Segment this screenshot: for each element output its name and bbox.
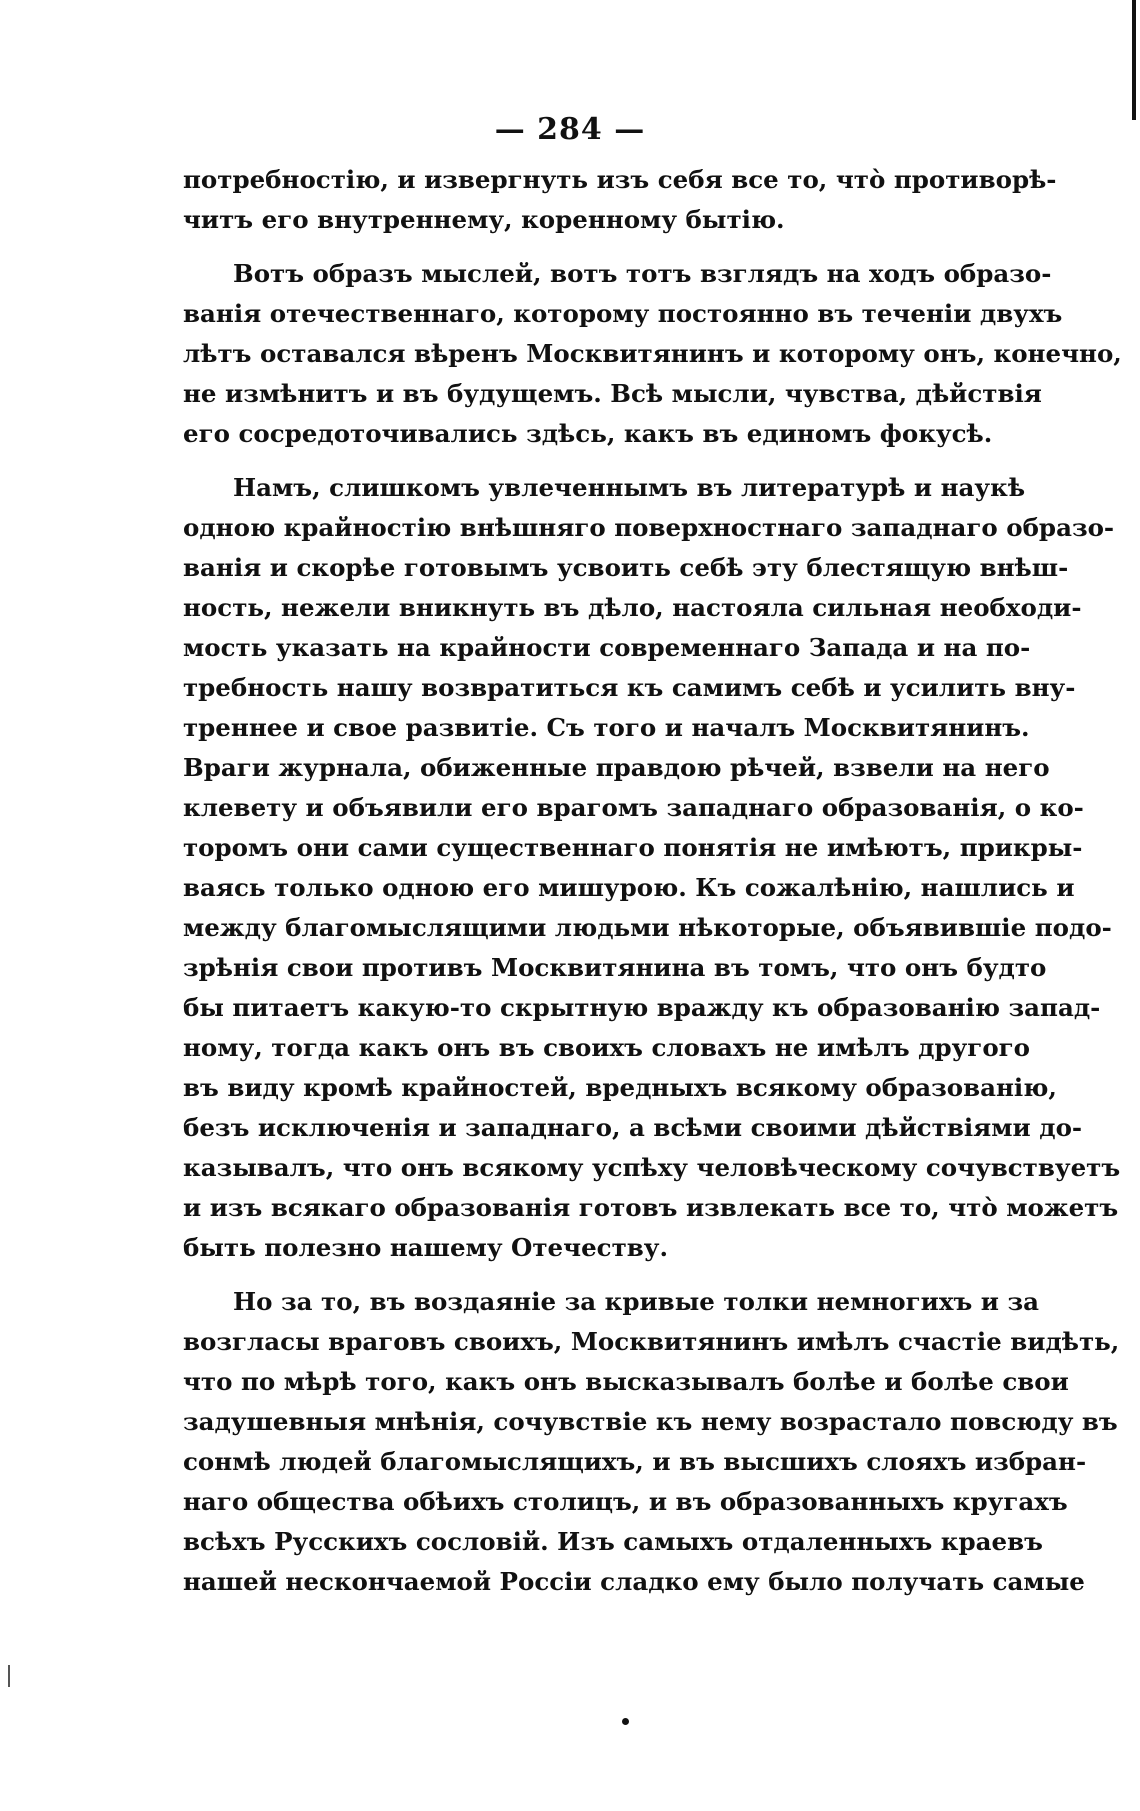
text-line: всѣхъ Русскихъ сословій. Изъ самыхъ отдаленныхъ краевъ	[183, 1527, 1043, 1556]
text-line: Вотъ образъ мыслей, вотъ тотъ взглядъ на ходъ образо-	[233, 259, 1052, 288]
text-line: мость указать на крайности современнаго Запада и на по-	[183, 633, 1031, 662]
paragraph-gap	[183, 240, 1023, 254]
text-line: возгласы враговъ своихъ, Москвитянинъ имѣлъ счастіе видѣть,	[183, 1327, 1120, 1356]
text-line: ность, нежели вникнуть въ дѣло, настояла сильная необходи-	[183, 593, 1082, 622]
body-text	[183, 160, 1122, 1602]
text-line: Но за то, въ воздаяніе за кривые толки немногихъ и за	[233, 1287, 1039, 1316]
margin-mark	[8, 1665, 10, 1687]
text-line: въ виду кромѣ крайностей, вредныхъ всякому образованію,	[183, 1073, 1057, 1102]
text-line: Намъ, слишкомъ увлеченнымъ въ литературѣ и наукѣ	[233, 473, 1026, 502]
text-line: быть полезно нашему Отечеству.	[183, 1233, 668, 1262]
text-line: между благомыслящими людьми нѣкоторые, объявившіе подо-	[183, 913, 1112, 942]
text-line: бы питаетъ какую-то скрытную вражду къ образованію запад-	[183, 993, 1101, 1022]
bottom-dot-mark	[622, 1718, 629, 1725]
text-line: и изъ всякаго образованія готовъ извлекать все то, что̀ можетъ	[183, 1193, 1119, 1222]
paragraph-gap	[183, 1268, 1023, 1282]
text-line: ванія отечественнаго, которому постоянно въ теченіи двухъ	[183, 299, 1063, 328]
text-line: клевету и объявили его врагомъ западнаго образованія, о ко-	[183, 793, 1084, 822]
text-line: требность нашу возвратиться къ самимъ себѣ и усилить вну-	[183, 673, 1076, 702]
text-line: торомъ они сами существеннаго понятія не имѣютъ, прикры-	[183, 833, 1083, 862]
text-line: лѣтъ оставался вѣренъ Москвитянинъ и которому онъ, конечно,	[183, 339, 1122, 368]
text-line: потребностію, и извергнуть изъ себя все то, что̀ противорѣ-	[183, 165, 1057, 194]
text-line: что по мѣрѣ того, какъ онъ высказывалъ болѣе и болѣе свои	[183, 1367, 1069, 1396]
paragraph-gap	[183, 454, 1023, 468]
text-line: одною крайностію внѣшняго поверхностнаго западнаго образо-	[183, 513, 1115, 542]
text-line: нашей нескончаемой Россіи сладко ему было получать самые	[183, 1567, 1085, 1596]
text-line: зрѣнія свои противъ Москвитянина въ томъ, что онъ будто	[183, 953, 1047, 982]
text-line: ваясь только одною его мишурою. Къ сожалѣнію, нашлись и	[183, 873, 1075, 902]
text-line: безъ исключенія и западнаго, а всѣми своими дѣйствіями до-	[183, 1113, 1083, 1142]
text-line: не измѣнитъ и въ будущемъ. Всѣ мысли, чувства, дѣйствія	[183, 379, 1042, 408]
text-line: треннее и свое развитіе. Съ того и началъ Москвитянинъ.	[183, 713, 1030, 742]
text-line: задушевныя мнѣнія, сочувствіе къ нему возрастало повсюду въ	[183, 1407, 1118, 1436]
page-edge-shadow	[1132, 0, 1136, 120]
text-line: читъ его внутреннему, коренному бытію.	[183, 205, 785, 234]
text-line: наго общества обѣихъ столицъ, и въ образованныхъ кругахъ	[183, 1487, 1068, 1516]
text-line: казывалъ, что онъ всякому успѣху человѣческому сочувствуетъ	[183, 1153, 1121, 1182]
text-line: ному, тогда какъ онъ въ своихъ словахъ не имѣлъ другого	[183, 1033, 1031, 1062]
text-line: ванія и скорѣе готовымъ усвоить себѣ эту блестящую внѣш-	[183, 553, 1069, 582]
text-line: его сосредоточивались здѣсь, какъ въ единомъ фокусѣ.	[183, 419, 993, 448]
text-line: Враги журнала, обиженные правдою рѣчей, взвели на него	[183, 753, 1050, 782]
page-number: — 284 —	[494, 112, 646, 147]
text-line: сонмѣ людей благомыслящихъ, и въ высшихъ слояхъ избран-	[183, 1447, 1087, 1476]
